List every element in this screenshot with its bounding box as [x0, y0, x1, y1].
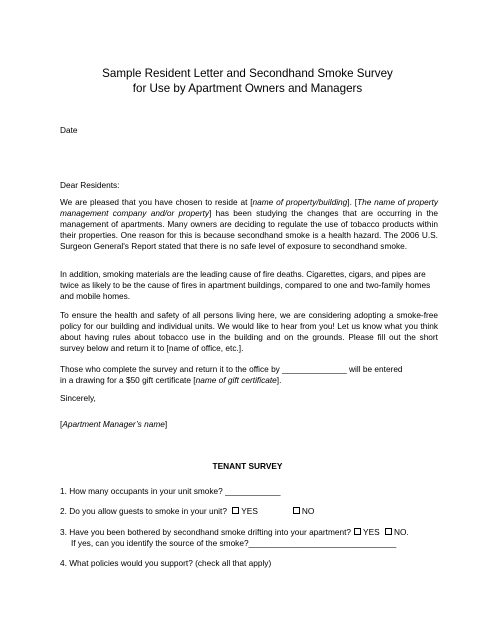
paragraph-drawing [60, 364, 438, 386]
para1-text-2: ]. [ [347, 197, 358, 207]
document-title [0, 66, 495, 96]
paragraph-intro [60, 197, 438, 252]
question-3-followup: If yes, can you identify the source of the smoke?________________________________ [71, 538, 397, 548]
yes-checkbox[interactable] [232, 507, 239, 514]
signature-bracket-close: ] [164, 419, 168, 429]
yes-label: YES [363, 527, 380, 537]
drawing-line-1: Those who complete the survey and return it to the office by ______________ will be entered [60, 364, 403, 374]
yes-checkbox[interactable] [354, 528, 361, 535]
question-1: 1. How many occupants in your unit smoke? ____________ [60, 486, 281, 496]
no-checkbox[interactable] [385, 528, 392, 535]
para1-text-3: ] has been studying the changes that are occurring in the management of apartments. Many owners are deciding to regulate the use of tobacco products within their properties. One reason for this is because secondhand smoke is a health hazard. The 2006 U.S. Surgeon General's Report stated that there is no safe level of exposure to secondhand smoke. [60, 208, 438, 251]
question-2 [60, 506, 450, 517]
question-3 [60, 527, 450, 538]
question-3-text: 3. Have you been bothered by secondhand smoke drifting into your apartment? [60, 527, 352, 537]
management-company-placeholder: The name of property management company and/or property [60, 197, 438, 218]
no-label: NO [301, 506, 315, 516]
title-line-1: Sample Resident Letter and Secondhand Smoke Survey [102, 67, 393, 80]
title-line-2: for Use by Apartment Owners and Managers [132, 82, 363, 95]
paragraph-policy: To ensure the health and safety of all persons living here, we are considering adopting a smoke-free policy for our building and individual units. We would like to hear from you! Let us know what you think about having rules about tobacco use in the building and on the grounds. Please fill out the short survey below and return it to [name of office, etc.]. [60, 310, 438, 353]
date-label: Date [60, 125, 78, 135]
signature [60, 419, 438, 430]
signature-bracket-open: [ [60, 419, 63, 429]
property-name-placeholder: name of property/building [252, 197, 348, 207]
no-checkbox[interactable] [293, 507, 300, 514]
manager-name-placeholder: Apartment Manager’s name [62, 419, 165, 429]
drawing-text-1: in a drawing for a $50 gift certificate [ [60, 375, 196, 385]
gift-certificate-placeholder: name of gift certificate [195, 375, 277, 385]
yes-label: YES [241, 506, 258, 516]
no-label: NO. [393, 527, 409, 537]
question-2-text: 2. Do you allow guests to smoke in your unit? [60, 506, 227, 516]
survey-heading: TENANT SURVEY [212, 461, 283, 471]
paragraph-fire: In addition, smoking materials are the leading cause of fire deaths. Cigarettes, cigars, and pipes are twice as likely to be the cause of fires in apartment buildings, compared to one and two-family homes and mobile homes. [60, 269, 431, 301]
drawing-text-2: ]. [276, 375, 282, 385]
question-4: 4. What policies would you support? (check all that apply) [60, 558, 272, 568]
para1-text-1: We are pleased that you have chosen to reside at [ [60, 197, 253, 207]
closing: Sincerely, [60, 393, 96, 403]
salutation: Dear Residents: [60, 180, 120, 190]
